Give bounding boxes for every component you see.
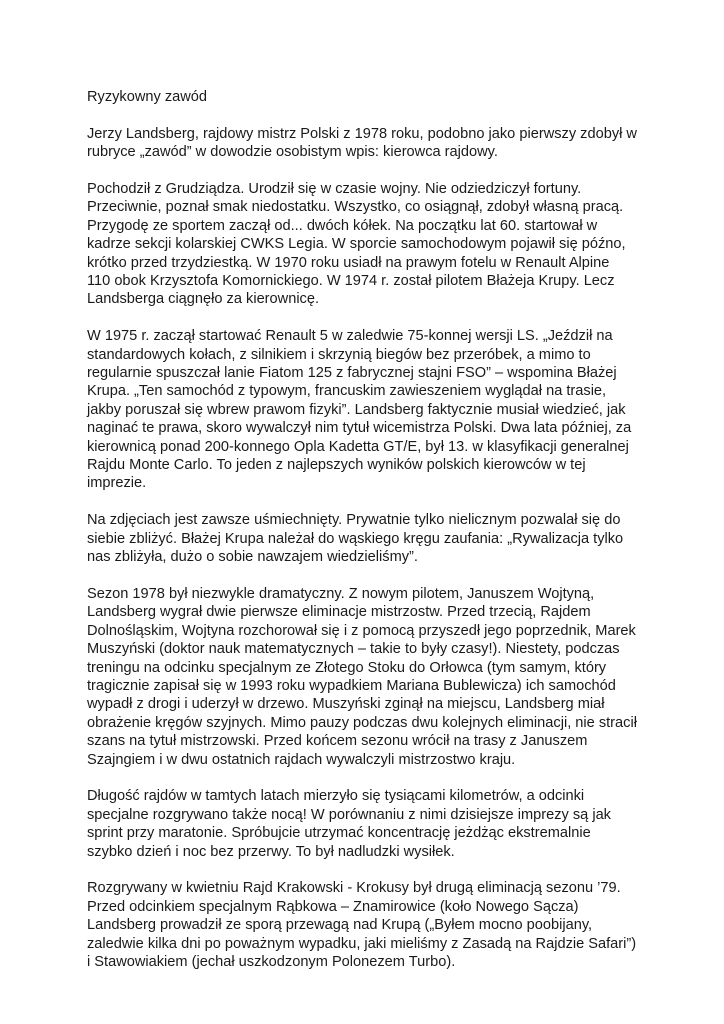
paragraph-line: Szajngiem i w dwu ostatnich rajdach wywalczyli mistrzostwo kraju.: [87, 751, 516, 768]
paragraph-line: Muszyński (doktor nauk matematycznych – takie to były czasy!). Niestety, podczas: [87, 641, 620, 658]
paragraph: [87, 585, 647, 769]
paragraph-line: Przygodę ze sportem zaczął od... dwóch kółek. Na początku lat 60. startował w: [87, 217, 598, 234]
paragraph-line: W 1975 r. zaczął startować Renault 5 w zaledwie 75-konnej wersji LS. „Jeździł na: [87, 328, 613, 345]
paragraph-line: specjalne rozgrywano także nocą! W porównaniu z nimi dzisiejsze imprezy są jak: [87, 806, 611, 823]
paragraph: [87, 180, 647, 309]
paragraph-line: Przed odcinkiem specjalnym Rąbkowa – Znamirowice (koło Nowego Sącza): [87, 898, 579, 915]
paragraph-line: kierownicą ponad 200-konnego Opla Kadetta GT/E, był 13. w klasyfikacji generalnej: [87, 438, 629, 455]
paragraph-line: Landsberg prowadził ze sporą przewagą nad Krupą („Byłem mocno poobijany,: [87, 917, 593, 934]
paragraph-line: standardowych kołach, z silnikiem i skrzynią biegów bez przeróbek, a mimo to: [87, 346, 591, 363]
paragraph-line: tragicznie zapisał się w 1993 roku wypadkiem Mariana Bublewicza) ich samochód: [87, 677, 616, 694]
paragraph-line: kadrze sekcji kolarskiej CWKS Legia. W sporcie samochodowym pojawił się późno,: [87, 236, 626, 253]
paragraph-line: nas zbliżyła, dużo o sobie nawzajem wiedzieliśmy”.: [87, 549, 418, 566]
paragraph: [87, 327, 647, 493]
document-title: Ryzykowny zawód: [87, 89, 208, 105]
paragraph-line: Krupa. „Ten samochód z typowym, francuskim zawieszeniem wyglądał na trasie,: [87, 383, 607, 400]
paragraph-line: szans na tytuł mistrzowski. Przed końcem sezonu wrócił na trasy z Januszem: [87, 733, 588, 750]
paragraph: [87, 511, 647, 566]
paragraph-line: Landsberga ciągnęło za kierownicę.: [87, 291, 320, 308]
paragraph-line: treningu na odcinku specjalnym ze Złotego Stoku do Orłowca (tym samym, który: [87, 659, 607, 676]
paragraph-line: Sezon 1978 był niezwykle dramatyczny. Z nowym pilotem, Januszem Wojtyną,: [87, 585, 595, 602]
paragraph-line: Pochodził z Grudziądza. Urodził się w czasie wojny. Nie odziedziczył fortuny.: [87, 181, 582, 197]
paragraph-line: sprint przy maratonie. Spróbujcie utrzymać koncentrację jeżdżąc ekstremalnie: [87, 825, 591, 842]
paragraph-line: zaledwie kilka dni po poważnym wypadku, jaki mieliśmy z Zasadą na Rajdzie Safari”): [87, 935, 637, 952]
paragraph: [87, 787, 647, 861]
paragraph-line: Na zdjęciach jest zawsze uśmiechnięty. Prywatnie tylko nielicznym pozwalał się do: [87, 512, 621, 529]
paragraph: [87, 125, 647, 162]
paragraph-line: i Stawowiakiem (jechał uszkodzonym Polonezem Turbo).: [87, 953, 456, 970]
paragraph-line: naginać te prawa, skoro wywalczył nim tytuł wicemistrza Polski. Dwa lata później, za: [87, 420, 632, 437]
paragraph-line: Rajdu Monte Carlo. To jeden z najlepszych wyników polskich kierowców w tej: [87, 457, 586, 474]
paragraph-line: imprezie.: [87, 475, 147, 492]
document-body: [87, 88, 647, 990]
paragraph-line: Jerzy Landsberg, rajdowy mistrz Polski z 1978 roku, podobno jako pierwszy zdobył w: [87, 125, 637, 142]
paragraph-line: Rozgrywany w kwietniu Rajd Krakowski - Krokusy był drugą eliminacją sezonu ’79.: [87, 880, 621, 897]
paragraph-line: siebie zbliżyć. Błażej Krupa należał do wąskiego kręgu zaufania: „Rywalizacja tylko: [87, 530, 624, 547]
paragraph-line: obrażenie kręgów szyjnych. Mimo pauzy podczas dwu kolejnych eliminacji, nie stracił: [87, 714, 637, 731]
paragraph-line: jakby poruszał się wbrew prawom fizyki”. Landsberg faktycznie musiał wiedzieć, jak: [87, 401, 626, 418]
paragraph-line: krótko przed trzydziestką. W 1970 roku usiadł na prawym fotelu w Renault Alpine: [87, 254, 610, 271]
paragraph: [87, 879, 647, 971]
paragraph-line: rubryce „zawód” w dowodzie osobistym wpis: kierowca rajdowy.: [87, 144, 498, 161]
paragraph-line: Długość rajdów w tamtych latach mierzyło się tysiącami kilometrów, a odcinki: [87, 788, 585, 805]
paragraph-line: regularnie spuszczał lanie Fiatom 125 z fabrycznej stajni FSO” – wspomina Błażej: [87, 365, 617, 382]
paragraph-line: Dolnośląskim, Wojtyna rozchorował się i z pomocą przyszedł jego poprzednik, Marek: [87, 622, 636, 639]
paragraph-line: 110 obok Krzysztofa Komornickiego. W 1974 r. został pilotem Błażeja Krupy. Lecz: [87, 273, 615, 290]
paragraph-line: Przeciwnie, poznał smak niedostatku. Wszystko, co osiągnął, zdobył własną pracą.: [87, 199, 624, 216]
paragraph-line: Landsberg wygrał dwie pierwsze eliminacje mistrzostw. Przed trzecią, Rajdem: [87, 604, 591, 621]
paragraph-line: wypadł z drogi i uderzył w drzewo. Muszyński zginął na miejscu, Landsberg miał: [87, 696, 605, 713]
paragraph-line: szybko dzień i noc bez przerwy. To był nadludzki wysiłek.: [87, 843, 455, 860]
